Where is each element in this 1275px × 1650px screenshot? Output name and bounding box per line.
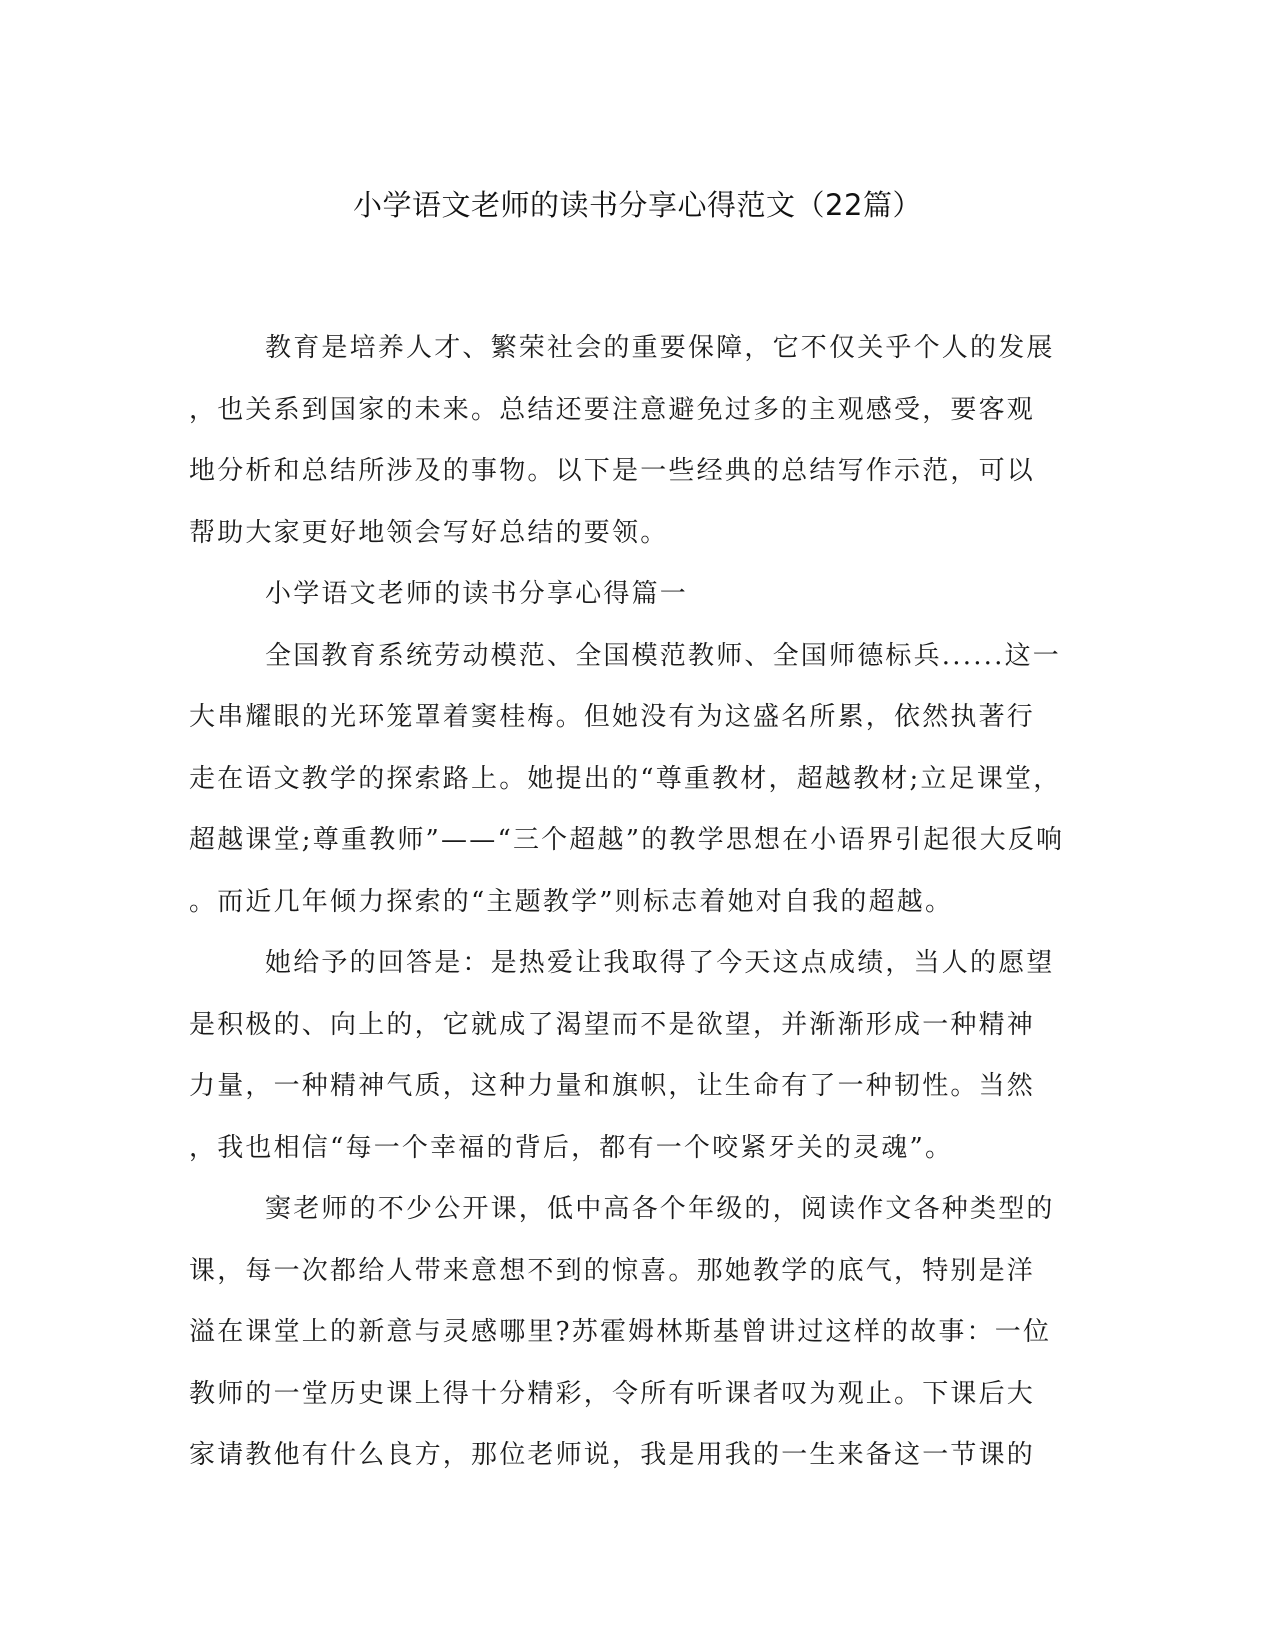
- paragraph-line: 走在语文教学的探索路上。她提出的“尊重教材，超越教材;立足课堂，: [189, 763, 1062, 794]
- paragraph-line: 她给予的回答是：是热爱让我取得了今天这点成绩，当人的愿望: [265, 948, 1055, 978]
- paragraph-line: 课，每一次都给人带来意想不到的惊喜。那她教学的底气，特别是洋: [189, 1255, 1036, 1286]
- paragraph-line: 地分析和总结所涉及的事物。以下是一些经典的总结写作示范，可以: [189, 456, 1036, 486]
- section-heading: 小学语文老师的读书分享心得篇一: [265, 579, 689, 609]
- paragraph-line: 教育是培养人才、繁荣社会的重要保障，它不仅关乎个人的发展: [265, 333, 1055, 363]
- paragraph-line: ，我也相信“每一个幸福的背后，都有一个咬紧牙关的灵魂”。: [189, 1132, 954, 1163]
- paragraph-line: 溢在课堂上的新意与灵感哪里?苏霍姆林斯基曾讲过这样的故事：一位: [189, 1317, 1052, 1347]
- paragraph-line: ，也关系到国家的未来。总结还要注意避免过多的主观感受，要客观: [189, 394, 1036, 425]
- paragraph-line: 是积极的、向上的，它就成了渴望而不是欲望，并渐渐形成一种精神: [189, 1009, 1036, 1040]
- document-title: 小学语文老师的读书分享心得范文（22篇）: [353, 188, 922, 222]
- paragraph-line: 家请教他有什么良方，那位老师说，我是用我的一生来备这一节课的: [189, 1440, 1036, 1470]
- paragraph-line: 大串耀眼的光环笼罩着窦桂梅。但她没有为这盛名所累，依然执著行: [189, 702, 1036, 732]
- paragraph-line: 窦老师的不少公开课，低中高各个年级的，阅读作文各种类型的: [265, 1194, 1055, 1224]
- paragraph-line: 力量，一种精神气质，这种力量和旗帜，让生命有了一种韧性。当然: [189, 1071, 1036, 1101]
- paragraph-line: 。而近几年倾力探索的“主题教学”则标志着她对自我的超越。: [189, 886, 954, 917]
- paragraph-line: 教师的一堂历史课上得十分精彩，令所有听课者叹为观止。下课后大: [189, 1378, 1036, 1409]
- document-body: [189, 328, 1081, 1497]
- paragraph-line: 超越课堂;尊重教师”——“三个超越”的教学思想在小语界引起很大反响: [189, 825, 1065, 855]
- paragraph-line: 全国教育系统劳动模范、全国模范教师、全国师德标兵......这一: [265, 640, 1061, 671]
- paragraph-line: 帮助大家更好地领会写好总结的要领。: [189, 517, 669, 548]
